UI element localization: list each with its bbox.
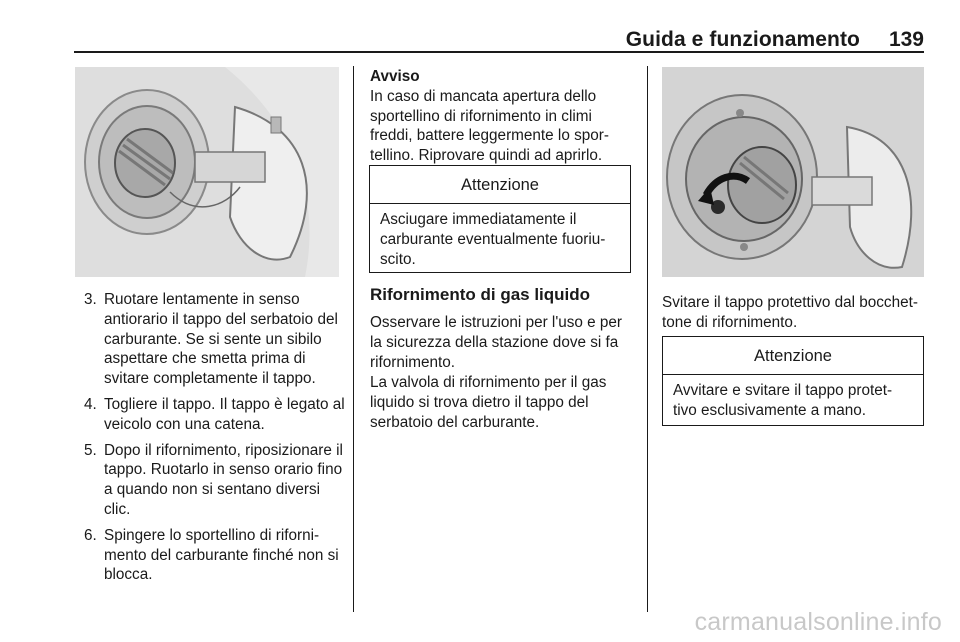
figure-caption: Svitare il tappo protettivo dal bocchet-tone di rifornimento. — [662, 294, 918, 331]
instruction-steps — [84, 290, 346, 591]
step-item — [84, 290, 346, 389]
step-number: 6. — [84, 526, 97, 544]
step-item — [84, 395, 346, 435]
header-divider — [74, 51, 924, 53]
step-item — [84, 526, 346, 585]
notice-text: In caso di mancata apertura dello sportellino di rifornimento in climi freddi, battere leggermente lo spor-tellino. Riprovare quindi ad aprirlo. — [370, 87, 609, 165]
lpg-cap-illustration — [662, 67, 924, 277]
step-item — [84, 441, 346, 520]
step-text: Spingere lo sportellino di riforni-mento del carburante finché non si blocca. — [104, 526, 339, 584]
step-number: 4. — [84, 395, 97, 413]
caution-box — [662, 336, 924, 426]
paragraph: La valvola di rifornimento per il gas liquido si trova dietro il tappo del serbatoio del carburante. — [370, 374, 607, 431]
caution-title: Attenzione — [663, 337, 923, 375]
step-number: 3. — [84, 291, 97, 308]
step-number: 5. — [84, 441, 97, 459]
paragraph: Osservare le istruzioni per l'uso e per la sicurezza della stazione dove si fa rifornimento. — [370, 314, 623, 371]
step-text: Ruotare lentamente in senso antiorario il tappo del serbatoio del carburante. Se si sente un sibilo aspettare che smetta prima di svitare completamente il tappo. — [104, 291, 338, 388]
notice-block — [370, 67, 632, 166]
caution-text: Asciugare immediatamente il carburante eventualmente fuoriu-scito. — [380, 211, 606, 268]
step-text: Togliere il tappo. Il tappo è legato al veicolo con una catena. — [104, 395, 345, 433]
column-divider-right — [647, 66, 648, 612]
site-watermark: carmanualsonline.info — [694, 608, 942, 636]
caution-title: Attenzione — [370, 166, 630, 204]
page-number: 139 — [888, 28, 924, 51]
section-title: Rifornimento di gas liquido — [370, 285, 591, 304]
column-divider-left — [353, 66, 354, 612]
caution-box — [369, 165, 631, 273]
section-heading: Guida e funzionamento — [625, 28, 860, 51]
caution-text: Avvitare e svitare il tappo protet-tivo esclusivamente a mano. — [673, 382, 893, 419]
fuel-cap-illustration — [75, 67, 339, 277]
notice-title: Avviso — [370, 68, 420, 85]
step-text: Dopo il rifornimento, riposizionare il tappo. Ruotarlo in senso orario fino a quando non si sentano diversi clic. — [104, 441, 343, 518]
page-header — [0, 0, 960, 52]
